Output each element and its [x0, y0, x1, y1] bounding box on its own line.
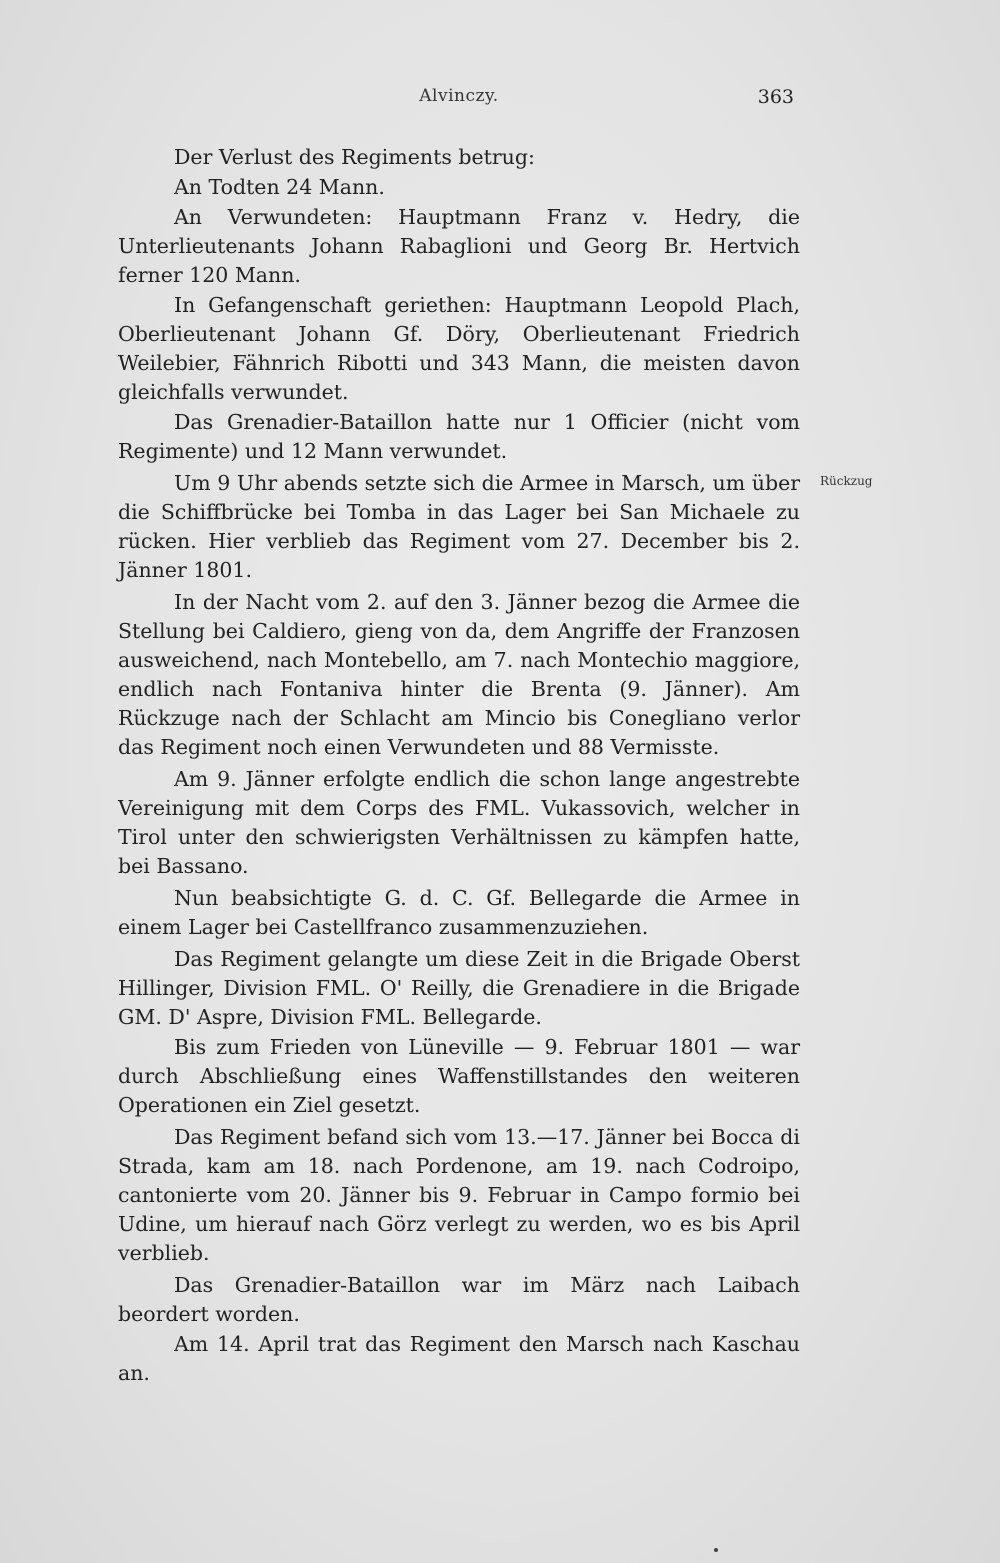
margin-note: Rückzug	[820, 474, 873, 488]
paragraph: Nun beabsichtigte G. d. C. Gf. Bellegarde die Armee in einem Lager bei Castellfranco zusammenzuziehen.	[118, 886, 800, 939]
paragraph: An Todten 24 Mann.	[174, 175, 385, 199]
running-head: Alvinczy.	[419, 86, 499, 106]
paragraph: Am 9. Jänner erfolgte endlich die schon lange angestrebte Vereinigung mit dem Corps des FML. Vukassovich, welcher in Tirol unter den schwierigsten Verhältnissen zu kämpfen hatte, bei Bassano.	[118, 767, 800, 878]
paragraph: Das Regiment gelangte um diese Zeit in die Brigade Oberst Hillinger, Division FML. O' Reilly, die Grenadiere in die Brigade GM. D' Aspre, Division FML. Bellegarde.	[118, 947, 800, 1029]
paragraph: Das Grenadier-Bataillon war im März nach Laibach beordert worden.	[118, 1273, 800, 1326]
paragraph: An Verwundeten: Hauptmann Franz v. Hedry, die Unterlieutenants Johann Rabaglioni und Georg Br. Hertvich ferner 120 Mann.	[118, 205, 800, 287]
page-header	[118, 86, 800, 114]
page-number: 363	[757, 86, 794, 108]
paragraph: Der Verlust des Regiments betrug:	[174, 145, 535, 169]
ink-speck	[714, 1548, 718, 1552]
paragraph: Das Grenadier-Bataillon hatte nur 1 Officier (nicht vom Regimente) und 12 Mann verwundet.	[118, 410, 800, 463]
body-text	[118, 143, 800, 1389]
paragraph: Am 14. April trat das Regiment den Marsch nach Kaschau an.	[118, 1332, 800, 1385]
paragraph: Bis zum Frieden von Lüneville — 9. Februar 1801 — war durch Abschließung eines Waffenstillstandes den weiteren Operationen ein Ziel gesetzt.	[118, 1035, 800, 1117]
paragraph: Um 9 Uhr abends setzte sich die Armee in Marsch, um über die Schiffbrücke bei Tomba in das Lager bei San Michaele zu rücken. Hier verblieb das Regiment vom 27. December bis 2. Jänner 1801.	[118, 471, 800, 582]
paragraph: In der Nacht vom 2. auf den 3. Jänner bezog die Armee die Stellung bei Caldiero, gieng von da, dem Angriffe der Franzosen ausweichend, nach Montebello, am 7. nach Montechio maggiore, endlich nach Fontaniva hinter die Brenta (9. Jänner). Am Rückzuge nach der Schlacht am Mincio bis Conegliano verlor das Regiment noch einen Verwundeten und 88 Vermisste.	[118, 590, 800, 759]
paragraph: Das Regiment befand sich vom 13.—17. Jänner bei Bocca di Strada, kam am 18. nach Pordenone, am 19. nach Codroipo, cantonierte vom 20. Jänner bis 9. Februar in Campo formio bei Udine, um hierauf nach Görz verlegt zu werden, wo es bis April verblieb.	[118, 1125, 800, 1265]
paragraph: In Gefangenschaft geriethen: Hauptmann Leopold Plach, Oberlieutenant Johann Gf. Döry, Oberlieutenant Friedrich Weilebier, Fähnrich Ribotti und 343 Mann, die meisten davon gleichfalls verwundet.	[118, 293, 800, 404]
